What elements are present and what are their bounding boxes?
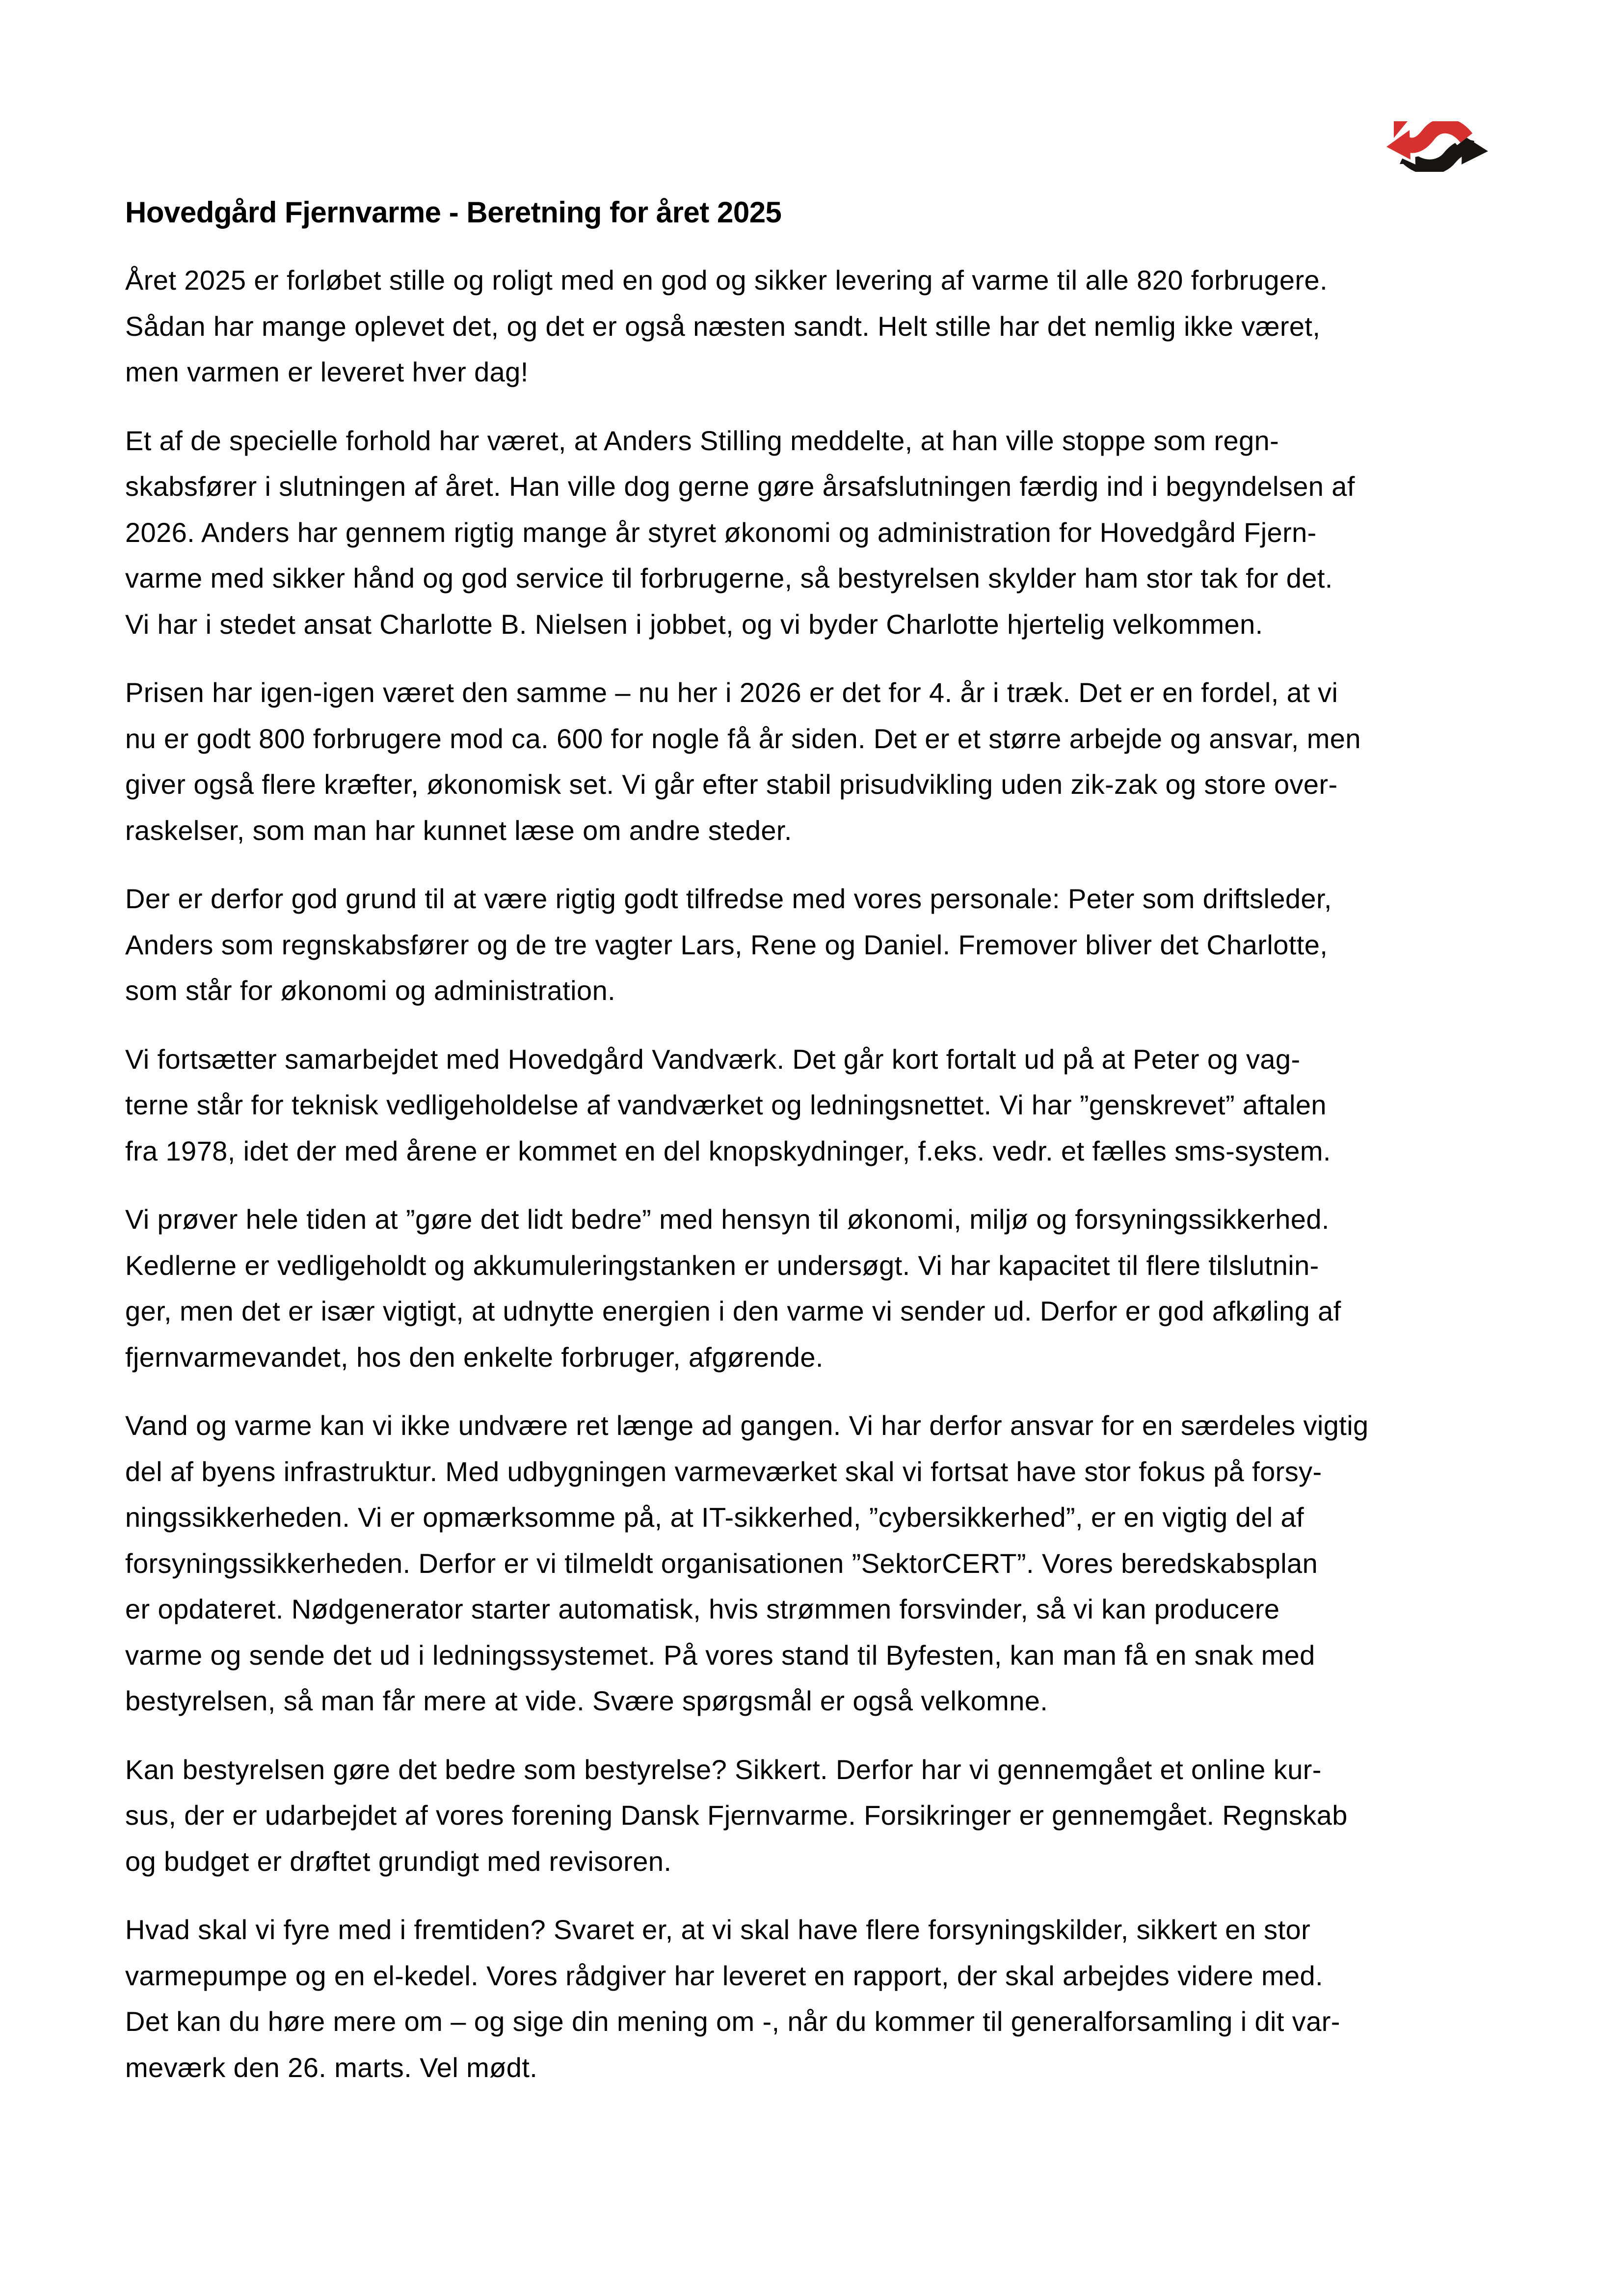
text-line: er opdateret. Nødgenerator starter automatisk, hvis strømmen forsvinder, så vi kan producere bbox=[125, 1594, 1280, 1624]
text-line: meværk den 26. marts. Vel mødt. bbox=[125, 2052, 538, 2083]
text-line: men varmen er leveret hver dag! bbox=[125, 356, 529, 387]
text-line: sus, der er udarbejdet af vores forening Dansk Fjernvarme. Forsikringer er gennemgået. Regnskab bbox=[125, 1800, 1348, 1831]
text-line: varmepumpe og en el-kedel. Vores rådgiver har leveret en rapport, der skal arbejdes videre med. bbox=[125, 1960, 1324, 1991]
paragraph-pris bbox=[125, 670, 1499, 853]
paragraph-personale bbox=[125, 876, 1499, 1014]
document-body bbox=[125, 195, 1499, 2113]
text-line: raskelser, som man har kunnet læse om andre steder. bbox=[125, 814, 792, 846]
paragraph-bestyrelse bbox=[125, 1747, 1499, 1885]
text-line: skabsfører i slutningen af året. Han ville dog gerne gøre årsafslutningen færdig ind i begyndelsen af bbox=[125, 471, 1355, 502]
text-line: del af byens infrastruktur. Med udbygningen varmeværket skal vi fortsat have stor fokus på forsy- bbox=[125, 1456, 1322, 1487]
text-line: Hvad skal vi fyre med i fremtiden? Svaret er, at vi skal have flere forsyningskilder, sikkert en stor bbox=[125, 1914, 1311, 1945]
company-logo-icon bbox=[1385, 121, 1488, 172]
text-line: som står for økonomi og administration. bbox=[125, 975, 616, 1006]
text-line: varme med sikker hånd og god service til forbrugerne, så bestyrelsen skylder ham stor tak for det. bbox=[125, 563, 1333, 594]
text-line: forsyningssikkerheden. Derfor er vi tilmeldt organisationen ”SektorCERT”. Vores beredskabsplan bbox=[125, 1547, 1318, 1579]
text-line: Et af de specielle forhold har været, at Anders Stilling meddelte, at han ville stoppe som regn- bbox=[125, 425, 1279, 456]
paragraph-fremtid bbox=[125, 1907, 1499, 2090]
paragraph-intro bbox=[125, 257, 1499, 395]
text-line: Året 2025 er forløbet stille og roligt med en god og sikker levering af varme til alle 820 forbrugere. bbox=[125, 265, 1328, 296]
text-line: Kedlerne er vedligeholdt og akkumuleringstanken er undersøgt. Vi har kapacitet til flere tilslutnin- bbox=[125, 1249, 1319, 1281]
text-line: Kan bestyrelsen gøre det bedre som bestyrelse? Sikkert. Derfor har vi gennemgået et online kur- bbox=[125, 1754, 1322, 1785]
text-line: fra 1978, idet der med årene er kommet en del knopskydninger, f.eks. vedr. et fælles sms-system. bbox=[125, 1135, 1331, 1166]
text-line: Anders som regnskabsfører og de tre vagter Lars, Rene og Daniel. Fremover bliver det Charlotte, bbox=[125, 929, 1328, 960]
text-line: og budget er drøftet grundigt med revisoren. bbox=[125, 1845, 672, 1877]
text-line: bestyrelsen, så man får mere at vide. Svære spørgsmål er også velkomne. bbox=[125, 1685, 1048, 1716]
text-line: terne står for teknisk vedligeholdelse af vandværket og ledningsnettet. Vi har ”genskrevet” aftalen bbox=[125, 1089, 1327, 1120]
paragraph-drift bbox=[125, 1196, 1499, 1380]
text-line: Det kan du høre mere om – og sige din mening om -, når du kommer til generalforsamling i dit var- bbox=[125, 2006, 1340, 2037]
text-line: giver også flere kræfter, økonomisk set. Vi går efter stabil prisudvikling uden zik-zak og store over- bbox=[125, 769, 1338, 800]
text-line: Vi fortsætter samarbejdet med Hovedgård Vandværk. Det går kort fortalt ud på at Peter og vag- bbox=[125, 1043, 1301, 1075]
paragraph-regnskabsfoerer bbox=[125, 418, 1499, 648]
text-line: ningssikkerheden. Vi er opmærksomme på, at IT-sikkerhed, ”cybersikkerhed”, er en vigtig del af bbox=[125, 1502, 1304, 1533]
text-line: Sådan har mange oplevet det, og det er også næsten sandt. Helt stille har det nemlig ikke været, bbox=[125, 310, 1321, 342]
text-line: Vi prøver hele tiden at ”gøre det lidt bedre” med hensyn til økonomi, miljø og forsyningssikkerhed. bbox=[125, 1204, 1330, 1235]
text-line: nu er godt 800 forbrugere mod ca. 600 for nogle få år siden. Det er et større arbejde og ansvar, men bbox=[125, 723, 1361, 754]
text-line: ger, men det er især vigtigt, at udnytte energien i den varme vi sender ud. Derfor er god afkøling af bbox=[125, 1296, 1341, 1326]
text-line: 2026. Anders har gennem rigtig mange år styret økonomi og administration for Hovedgård Fjern- bbox=[125, 516, 1317, 548]
text-line: Vand og varme kan vi ikke undvære ret længe ad gangen. Vi har derfor ansvar for en særdeles vigtig bbox=[125, 1410, 1369, 1441]
text-line: Prisen har igen-igen været den samme – nu her i 2026 er det for 4. år i træk. Det er en fordel, at vi bbox=[125, 677, 1338, 708]
text-line: fjernvarmevandet, hos den enkelte forbruger, afgørende. bbox=[125, 1341, 824, 1373]
paragraph-infrastruktur bbox=[125, 1403, 1499, 1724]
text-line: varme og sende det ud i ledningssystemet. På vores stand til Byfesten, kan man få en snak med bbox=[125, 1639, 1315, 1671]
document-title: Hovedgård Fjernvarme - Beretning for året 2025 bbox=[125, 196, 782, 229]
text-line: Der er derfor god grund til at være rigtig godt tilfredse med vores personale: Peter som driftsleder, bbox=[125, 883, 1332, 914]
paragraph-vandvaerk bbox=[125, 1036, 1499, 1174]
text-line: Vi har i stedet ansat Charlotte B. Nielsen i jobbet, og vi byder Charlotte hjertelig velkommen. bbox=[125, 608, 1263, 640]
